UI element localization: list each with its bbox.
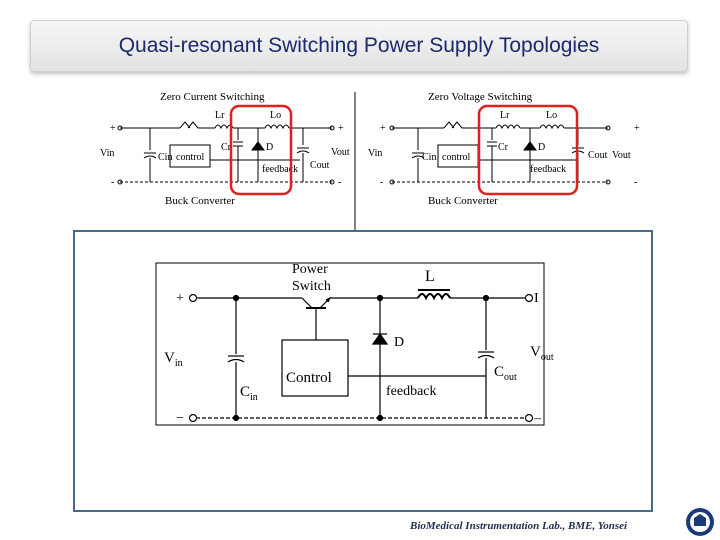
zcs-vin-label: Vin — [100, 148, 115, 159]
page-title: Quasi-resonant Switching Power Supply Topologies — [118, 34, 600, 57]
inductor-label: L — [425, 268, 435, 285]
vin-minus-label: − — [176, 411, 184, 426]
zvs-cout-label: Cout — [588, 150, 608, 161]
vin-plus-label: + — [176, 291, 184, 306]
footer-credit: BioMedical Instrumentation Lab., BME, Yonsei — [410, 520, 628, 532]
zvs-caption: Buck Converter — [428, 195, 498, 207]
zcs-schematic — [118, 91, 334, 184]
university-seal-icon — [686, 508, 714, 536]
cout-label: $C_{out}$ — [494, 364, 517, 383]
zcs-d-label: D — [266, 142, 274, 153]
zcs-plus-right: + — [338, 123, 344, 134]
zcs-cout-label: Cout — [310, 160, 330, 171]
vin-label: $V_{in}$ — [164, 350, 183, 369]
zcs-caption: Buck Converter — [165, 195, 235, 207]
control-label: Control — [286, 370, 332, 386]
cin-label: $C_{in}$ — [240, 384, 258, 403]
zcs-vout-label: Vout — [331, 147, 350, 158]
zvs-lo-label: Lo — [546, 110, 558, 121]
zcs-labels — [100, 110, 350, 207]
zcs-plus-left: + — [110, 123, 116, 134]
switch-label: Switch — [292, 279, 331, 294]
zvs-cr-label: Cr — [498, 142, 508, 153]
diode-label: D — [394, 335, 405, 350]
feedback-label: feedback — [386, 384, 437, 399]
zcs-heading: Zero Current Switching — [160, 91, 265, 103]
zcs-minus-right: - — [338, 177, 342, 188]
power-label: Power — [292, 262, 328, 277]
zvs-vin-label: Vin — [368, 148, 383, 159]
zcs-minus-left: - — [111, 177, 115, 188]
vout-label: $V_{out}$ — [530, 344, 554, 363]
vout-minus-label: – — [534, 411, 541, 426]
zvs-minus-right: - — [634, 177, 638, 188]
zcs-cr-label: Cr — [221, 142, 231, 153]
zcs-lr-label: Lr — [215, 110, 225, 121]
zvs-feedback-label: feedback — [530, 164, 567, 175]
main-panel — [74, 231, 652, 511]
zcs-feedback-label: feedback — [262, 164, 299, 175]
zvs-minus-left: - — [380, 177, 384, 188]
zcs-cin-label: Cin — [158, 152, 173, 163]
zvs-vout-label: Vout — [612, 150, 631, 161]
zvs-lr-label: Lr — [500, 110, 510, 121]
zvs-d-label: D — [538, 142, 546, 153]
vout-plus-label: I — [534, 291, 539, 306]
zcs-control-label: control — [176, 152, 205, 163]
zvs-control-label: control — [442, 152, 471, 163]
zvs-heading: Zero Voltage Switching — [428, 91, 533, 103]
zvs-cin-label: Cin — [422, 152, 437, 163]
zvs-labels — [368, 110, 640, 207]
zvs-plus-left: + — [380, 123, 386, 134]
zvs-plus-right: + — [634, 123, 640, 134]
zcs-lo-label: Lo — [270, 110, 282, 121]
